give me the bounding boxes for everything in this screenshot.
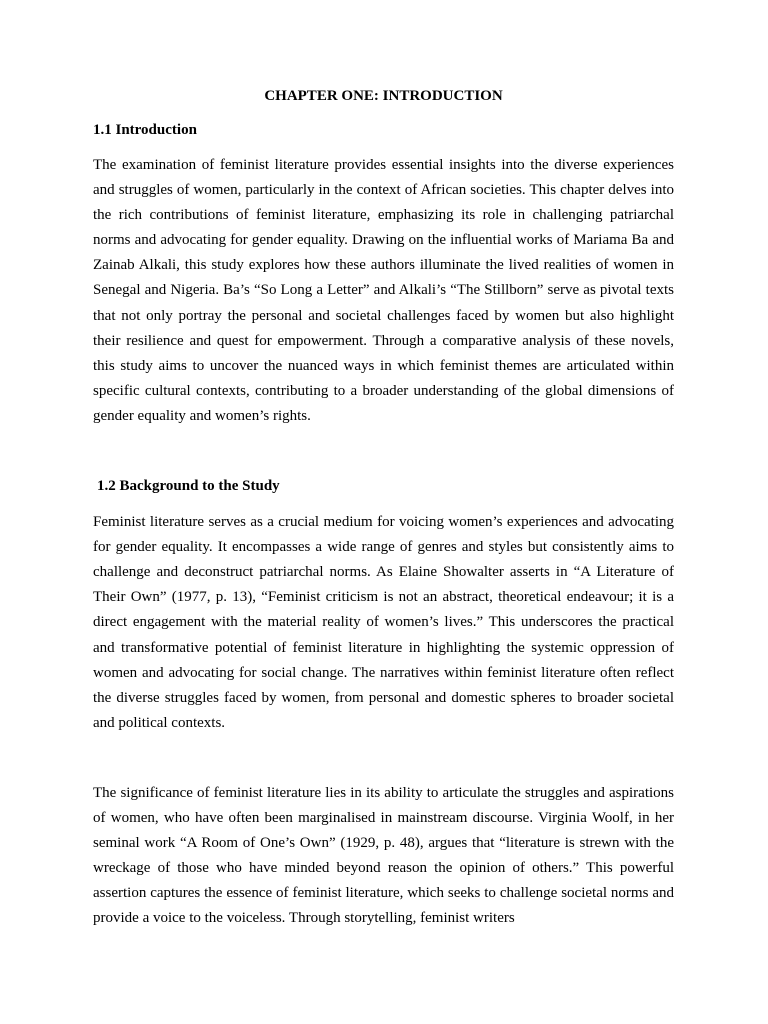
background-paragraph-1: Feminist literature serves as a crucial medium for voicing women’s experiences and advocating for gender equality. It encompasses a wide range of genres and styles but consistently aims to challenge and deconstruct patriarchal norms. As Elaine Showalter asserts in “A Literature of Their Own” (1977, p. 13), “Feminist criticism is not an abstract, theoretical endeavour; it is a direct engagement with the material reality of women’s lives.” This underscores the practical and transformative potential of feminist literature in highlighting the systemic oppression of women and advocating for social change. The narratives within feminist literature often reflect the diverse struggles faced by women, from personal and domestic spheres to broader societal and political contexts. [93, 514, 674, 731]
document-page [93, 86, 674, 931]
background-paragraph-2: The significance of feminist literature lies in its ability to articulate the struggles and aspirations of women, who have often been marginalised in mainstream discourse. Virginia Woolf, in her seminal work “A Room of One’s Own” (1929, p. 48), argues that “literature is strewn with the wreckage of those who have minded beyond reason the opinion of others.” This powerful assertion captures the essence of feminist literature, which seeks to challenge societal norms and provide a voice to the voiceless. Through storytelling, feminist writers [93, 784, 674, 927]
introduction-paragraph: The examination of feminist literature provides essential insights into the diverse experiences and struggles of women, particularly in the context of African societies. This chapter delves into the rich contributions of feminist literature, emphasizing its role in challenging patriarchal norms and advocating for gender equality. Drawing on the influential works of Mariama Ba and Zainab Alkali, this study explores how these authors illuminate the lived realities of women in Senegal and Nigeria. Ba’s “So Long a Letter” and Alkali’s “The Stillborn” serve as pivotal texts that not only portray the personal and societal challenges faced by women but also highlight their resilience and quest for empowerment. Through a comparative analysis of these novels, this study aims to uncover the nuanced ways in which feminist themes are articulated within specific cultural contexts, contributing to a broader understanding of the global dimensions of gender equality and women’s rights. [93, 157, 674, 424]
chapter-title: CHAPTER ONE: INTRODUCTION [264, 88, 503, 104]
section-heading-background: 1.2 Background to the Study [97, 478, 280, 495]
section-heading-introduction: 1.1 Introduction [93, 122, 197, 138]
